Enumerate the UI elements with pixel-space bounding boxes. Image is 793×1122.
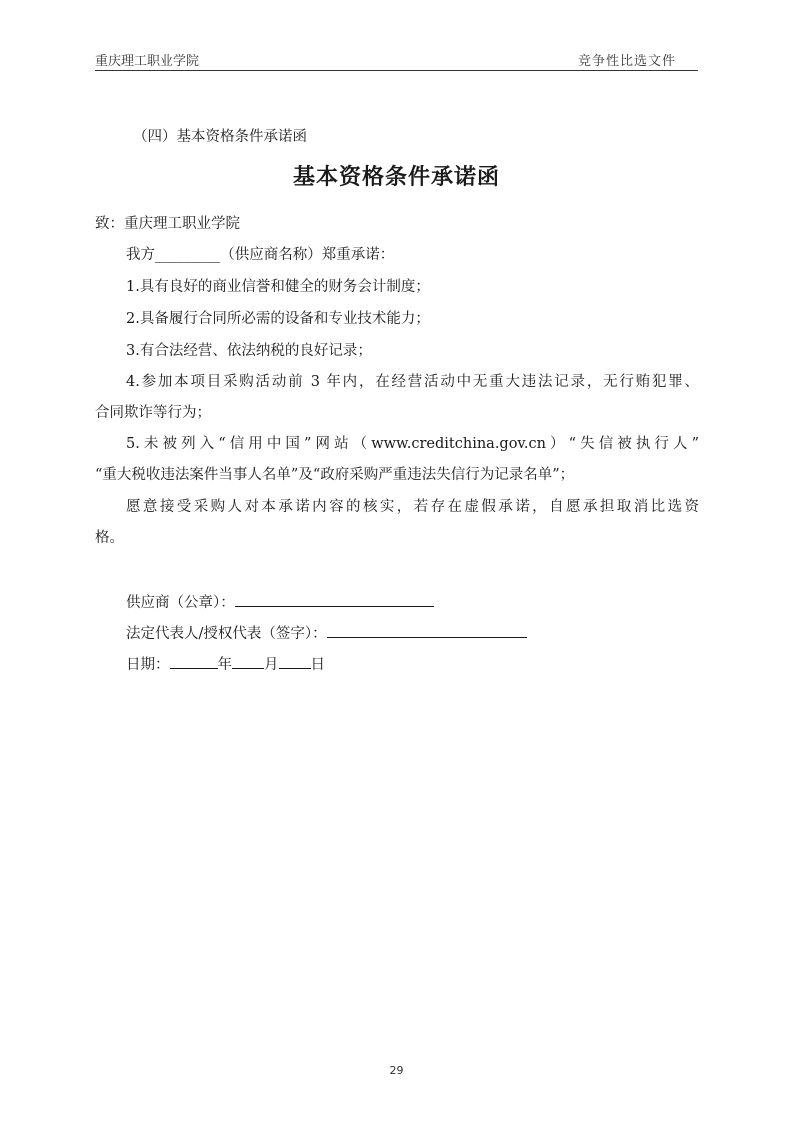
date-label: 日期：	[126, 657, 170, 673]
day-field[interactable]	[279, 653, 311, 669]
day-label: 日	[310, 657, 325, 673]
header-document-type: 竞争性比选文件	[577, 54, 676, 69]
representative-signature-row	[126, 622, 527, 644]
date-row	[126, 653, 325, 675]
verification-statement-continued: 格。	[95, 530, 124, 546]
commitment-item-1: 1.具有良好的商业信誉和健全的财务会计制度；	[126, 279, 430, 295]
commitment-item-2: 2.具备履行合同所必需的设备和专业技术能力；	[126, 311, 430, 327]
addressee: 致：重庆理工职业学院	[95, 216, 240, 232]
commitment-item-5-continued: “重大税收违法案件当事人名单”及“政府采购严重违法失信行为记录名单”；	[95, 467, 575, 483]
commitment-item-4-continued: 合同欺诈等行为；	[95, 405, 211, 421]
intro-prefix: 我方	[126, 247, 155, 263]
commitment-item-4: 4.参加本项目采购活动前 3 年内，在经营活动中无重大违法记录，无行贿犯罪、	[126, 374, 699, 390]
year-label: 年	[217, 657, 232, 673]
representative-signature-label: 法定代表人/授权代表（签字）：	[126, 626, 327, 642]
month-field[interactable]	[232, 653, 264, 669]
header-school-name: 重庆理工职业学院	[95, 54, 200, 69]
representative-signature-field[interactable]	[327, 622, 527, 638]
page-title: 基本资格条件承诺函	[292, 165, 500, 190]
commitment-item-5: 5.未被列入“信用中国”网站（www.creditchina.gov.cn）“失信被执行人”	[126, 436, 699, 452]
supplier-seal-row	[126, 591, 434, 613]
intro-line	[126, 245, 394, 265]
supplier-seal-label: 供应商（公章）：	[126, 595, 235, 611]
verification-statement: 愿意接受采购人对本承诺内容的核实，若存在虚假承诺，自愿承担取消比选资	[126, 499, 699, 515]
commitment-item-3: 3.有合法经营、依法纳税的良好记录；	[126, 343, 372, 359]
supplier-name-blank[interactable]: _________	[155, 247, 221, 263]
section-label: （四）基本资格条件承诺函	[133, 129, 307, 145]
supplier-seal-field[interactable]	[235, 591, 434, 607]
intro-suffix: （供应商名称）郑重承诺：	[220, 247, 395, 263]
page-number: 29	[389, 1064, 404, 1077]
page-header	[95, 50, 698, 71]
month-label: 月	[264, 657, 279, 673]
year-field[interactable]	[170, 653, 218, 669]
